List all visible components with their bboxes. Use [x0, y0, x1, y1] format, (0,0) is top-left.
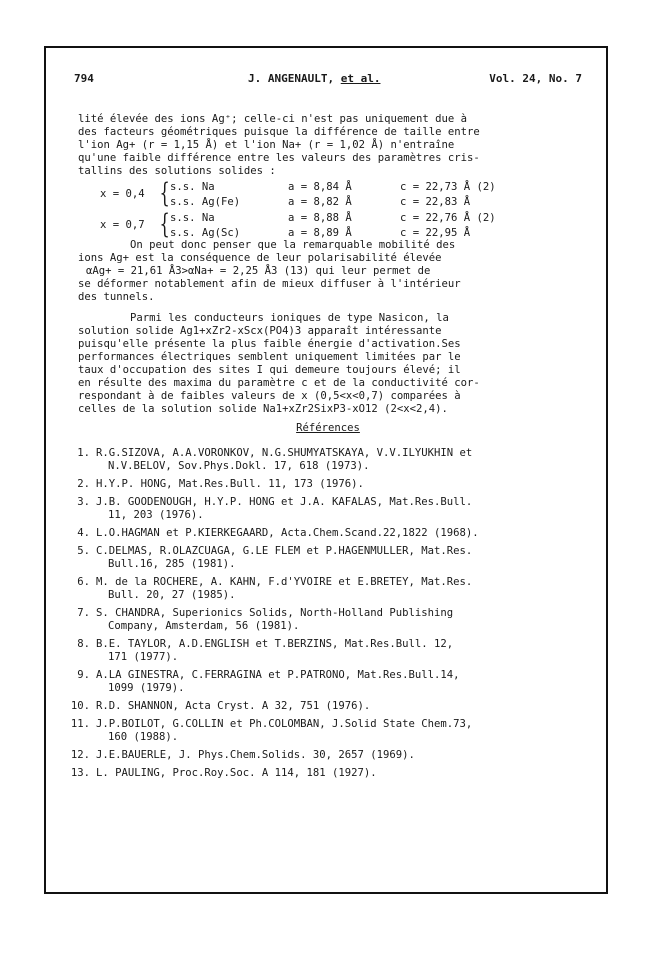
reference-line: L. PAULING, Proc.Roy.Soc. A 114, 181 (1927).: [96, 767, 377, 779]
reference-item: [70, 749, 578, 762]
reference-line: J.E.BAUERLE, J. Phys.Chem.Solids. 30, 2657 (1969).: [96, 749, 415, 761]
reference-line: L.O.HAGMAN et P.KIERKEGAARD, Acta.Chem.Scand.22,1822 (1968).: [96, 527, 479, 539]
reference-number: 8.: [77, 638, 90, 650]
reference-line: Company, Amsterdam, 56 (1981).: [108, 620, 300, 632]
reference-line: J.P.BOILOT, G.COLLIN et Ph.COLOMBAN, J.Solid State Chem.73,: [96, 718, 473, 730]
et-al: et al.: [340, 72, 381, 85]
reference-line: Bull. 20, 27 (1985).: [108, 589, 236, 601]
header-authors: J. ANGENAULT, et al.: [248, 72, 381, 85]
a-parameter: a = 8,89 Å: [288, 227, 352, 239]
text-line: l'ion Ag+ (r = 1,15 Å) et l'ion Na+ (r = 1,02 Å) n'entraîne: [78, 139, 455, 151]
reference-number: 4.: [77, 527, 90, 539]
page-number: 794: [74, 72, 94, 85]
reference-item: [78, 496, 578, 522]
article-body: [70, 113, 578, 785]
text-line: qu'une faible différence entre les valeurs des paramètres cris-: [78, 152, 480, 164]
reference-list: [70, 447, 578, 780]
text-line: celles de la solution solide Na1+xZr2SixP3-xO12 (2<x<2,4).: [78, 403, 448, 415]
reference-text: [96, 718, 578, 744]
text-line: On peut donc penser que la remarquable mobilité des: [130, 239, 456, 251]
paragraph-1: [78, 113, 578, 178]
reference-number: 2.: [77, 478, 90, 490]
reference-item: [70, 700, 578, 713]
text-line: lité élevée des ions Ag⁺; celle-ci n'est pas uniquement due à: [78, 113, 468, 125]
reference-line: M. de la ROCHERE, A. KAHN, F.d'YVOIRE et E.BRETEY, Mat.Res.: [96, 576, 473, 588]
reference-item: [78, 447, 578, 473]
x-label: x = 0,4: [100, 188, 145, 200]
reference-text: [96, 638, 578, 664]
reference-number: 12.: [70, 749, 90, 761]
polarizability-formula: αAg+ = 21,61 Å3>αNa+ = 2,25 Å3 (13) qui leur permet de: [86, 265, 431, 277]
text-line: respondant à de faibles valeurs de x (0,5<x<0,7) comparées à: [78, 390, 461, 402]
reference-text: [96, 767, 578, 780]
text-line: des tunnels.: [78, 291, 155, 303]
text-line: se déformer notablement afin de mieux diffuser à l'intérieur: [78, 278, 461, 290]
reference-line: N.V.BELOV, Sov.Phys.Dokl. 17, 618 (1973).: [108, 460, 370, 472]
reference-item: [78, 607, 578, 633]
reference-number: 13.: [70, 767, 90, 779]
text-line: en résulte des maxima du paramètre c et de la conductivité cor-: [78, 377, 480, 389]
reference-number: 10.: [70, 700, 90, 712]
text-line: tallins des solutions solides :: [78, 165, 276, 177]
reference-item: [70, 718, 578, 744]
reference-item: [78, 527, 578, 540]
reference-item: [70, 767, 578, 780]
reference-text: [96, 607, 578, 633]
phase-label: s.s. Ag(Sc): [170, 227, 241, 239]
reference-text: [96, 700, 578, 713]
reference-number: 5.: [77, 545, 90, 557]
c-parameter: c = 22,76 Å (2): [400, 212, 496, 224]
reference-text: [96, 478, 578, 491]
a-parameter: a = 8,88 Å: [288, 212, 352, 224]
text-line: puisqu'elle présente la plus faible énergie d'activation.Ses: [78, 338, 461, 350]
reference-item: [78, 478, 578, 491]
reference-item: [78, 669, 578, 695]
reference-line: S. CHANDRA, Superionics Solids, North-Holland Publishing: [96, 607, 454, 619]
phase-label: s.s. Na: [170, 181, 215, 193]
reference-text: [96, 576, 578, 602]
reference-number: 7.: [77, 607, 90, 619]
reference-number: 3.: [77, 496, 90, 508]
reference-number: 6.: [77, 576, 90, 588]
reference-line: B.E. TAYLOR, A.D.ENGLISH et T.BERZINS, Mat.Res.Bull. 12,: [96, 638, 454, 650]
paragraph-2: [78, 239, 578, 304]
reference-item: [78, 638, 578, 664]
text-line: solution solide Ag1+xZr2-xScx(PO4)3 apparaît intéressante: [78, 325, 442, 337]
phase-label: s.s. Ag(Fe): [170, 196, 241, 208]
text-line: Parmi les conducteurs ioniques de type Nasicon, la: [130, 312, 449, 324]
reference-line: H.Y.P. HONG, Mat.Res.Bull. 11, 173 (1976).: [96, 478, 364, 490]
reference-text: [96, 749, 578, 762]
reference-text: [96, 669, 578, 695]
running-header: [74, 72, 582, 90]
reference-number: 1.: [77, 447, 90, 459]
reference-item: [78, 545, 578, 571]
text-line: des facteurs géométriques puisque la différence de taille entre: [78, 126, 480, 138]
reference-line: A.LA GINESTRA, C.FERRAGINA et P.PATRONO, Mat.Res.Bull.14,: [96, 669, 460, 681]
phase-label: s.s. Na: [170, 212, 215, 224]
brace-icon: {: [159, 209, 170, 240]
reference-line: C.DELMAS, R.OLAZCUAGA, G.LE FLEM et P.HAGENMULLER, Mat.Res.: [96, 545, 473, 557]
reference-line: 11, 203 (1976).: [108, 509, 204, 521]
x-label: x = 0,7: [100, 219, 145, 231]
a-parameter: a = 8,84 Å: [288, 181, 352, 193]
text-line: performances électriques semblent uniquement limitées par le: [78, 351, 461, 363]
c-parameter: c = 22,83 Å: [400, 196, 471, 208]
references-heading: Références: [296, 422, 360, 434]
c-parameter: c = 22,95 Å: [400, 227, 471, 239]
a-parameter: a = 8,82 Å: [288, 196, 352, 208]
lattice-parameter-table: [78, 180, 578, 238]
reference-line: 171 (1977).: [108, 651, 179, 663]
volume-info: Vol. 24, No. 7: [489, 72, 582, 85]
reference-text: [96, 545, 578, 571]
reference-line: R.G.SIZOVA, A.A.VORONKOV, N.G.SHUMYATSKAYA, V.V.ILYUKHIN et: [96, 447, 473, 459]
reference-line: 1099 (1979).: [108, 682, 185, 694]
reference-number: 9.: [77, 669, 90, 681]
reference-line: 160 (1988).: [108, 731, 179, 743]
reference-text: [96, 527, 578, 540]
brace-icon: {: [159, 178, 170, 209]
reference-line: R.D. SHANNON, Acta Cryst. A 32, 751 (1976).: [96, 700, 371, 712]
paragraph-3: [78, 312, 578, 416]
reference-line: J.B. GOODENOUGH, H.Y.P. HONG et J.A. KAFALAS, Mat.Res.Bull.: [96, 496, 473, 508]
reference-text: [96, 496, 578, 522]
reference-line: Bull.16, 285 (1981).: [108, 558, 236, 570]
c-parameter: c = 22,73 Å (2): [400, 181, 496, 193]
text-line: taux d'occupation des sites I qui demeure toujours élevé; il: [78, 364, 461, 376]
text-line: ions Ag+ est la conséquence de leur polarisabilité élevée: [78, 252, 442, 264]
reference-text: [96, 447, 578, 473]
reference-number: 11.: [70, 718, 90, 730]
reference-item: [78, 576, 578, 602]
